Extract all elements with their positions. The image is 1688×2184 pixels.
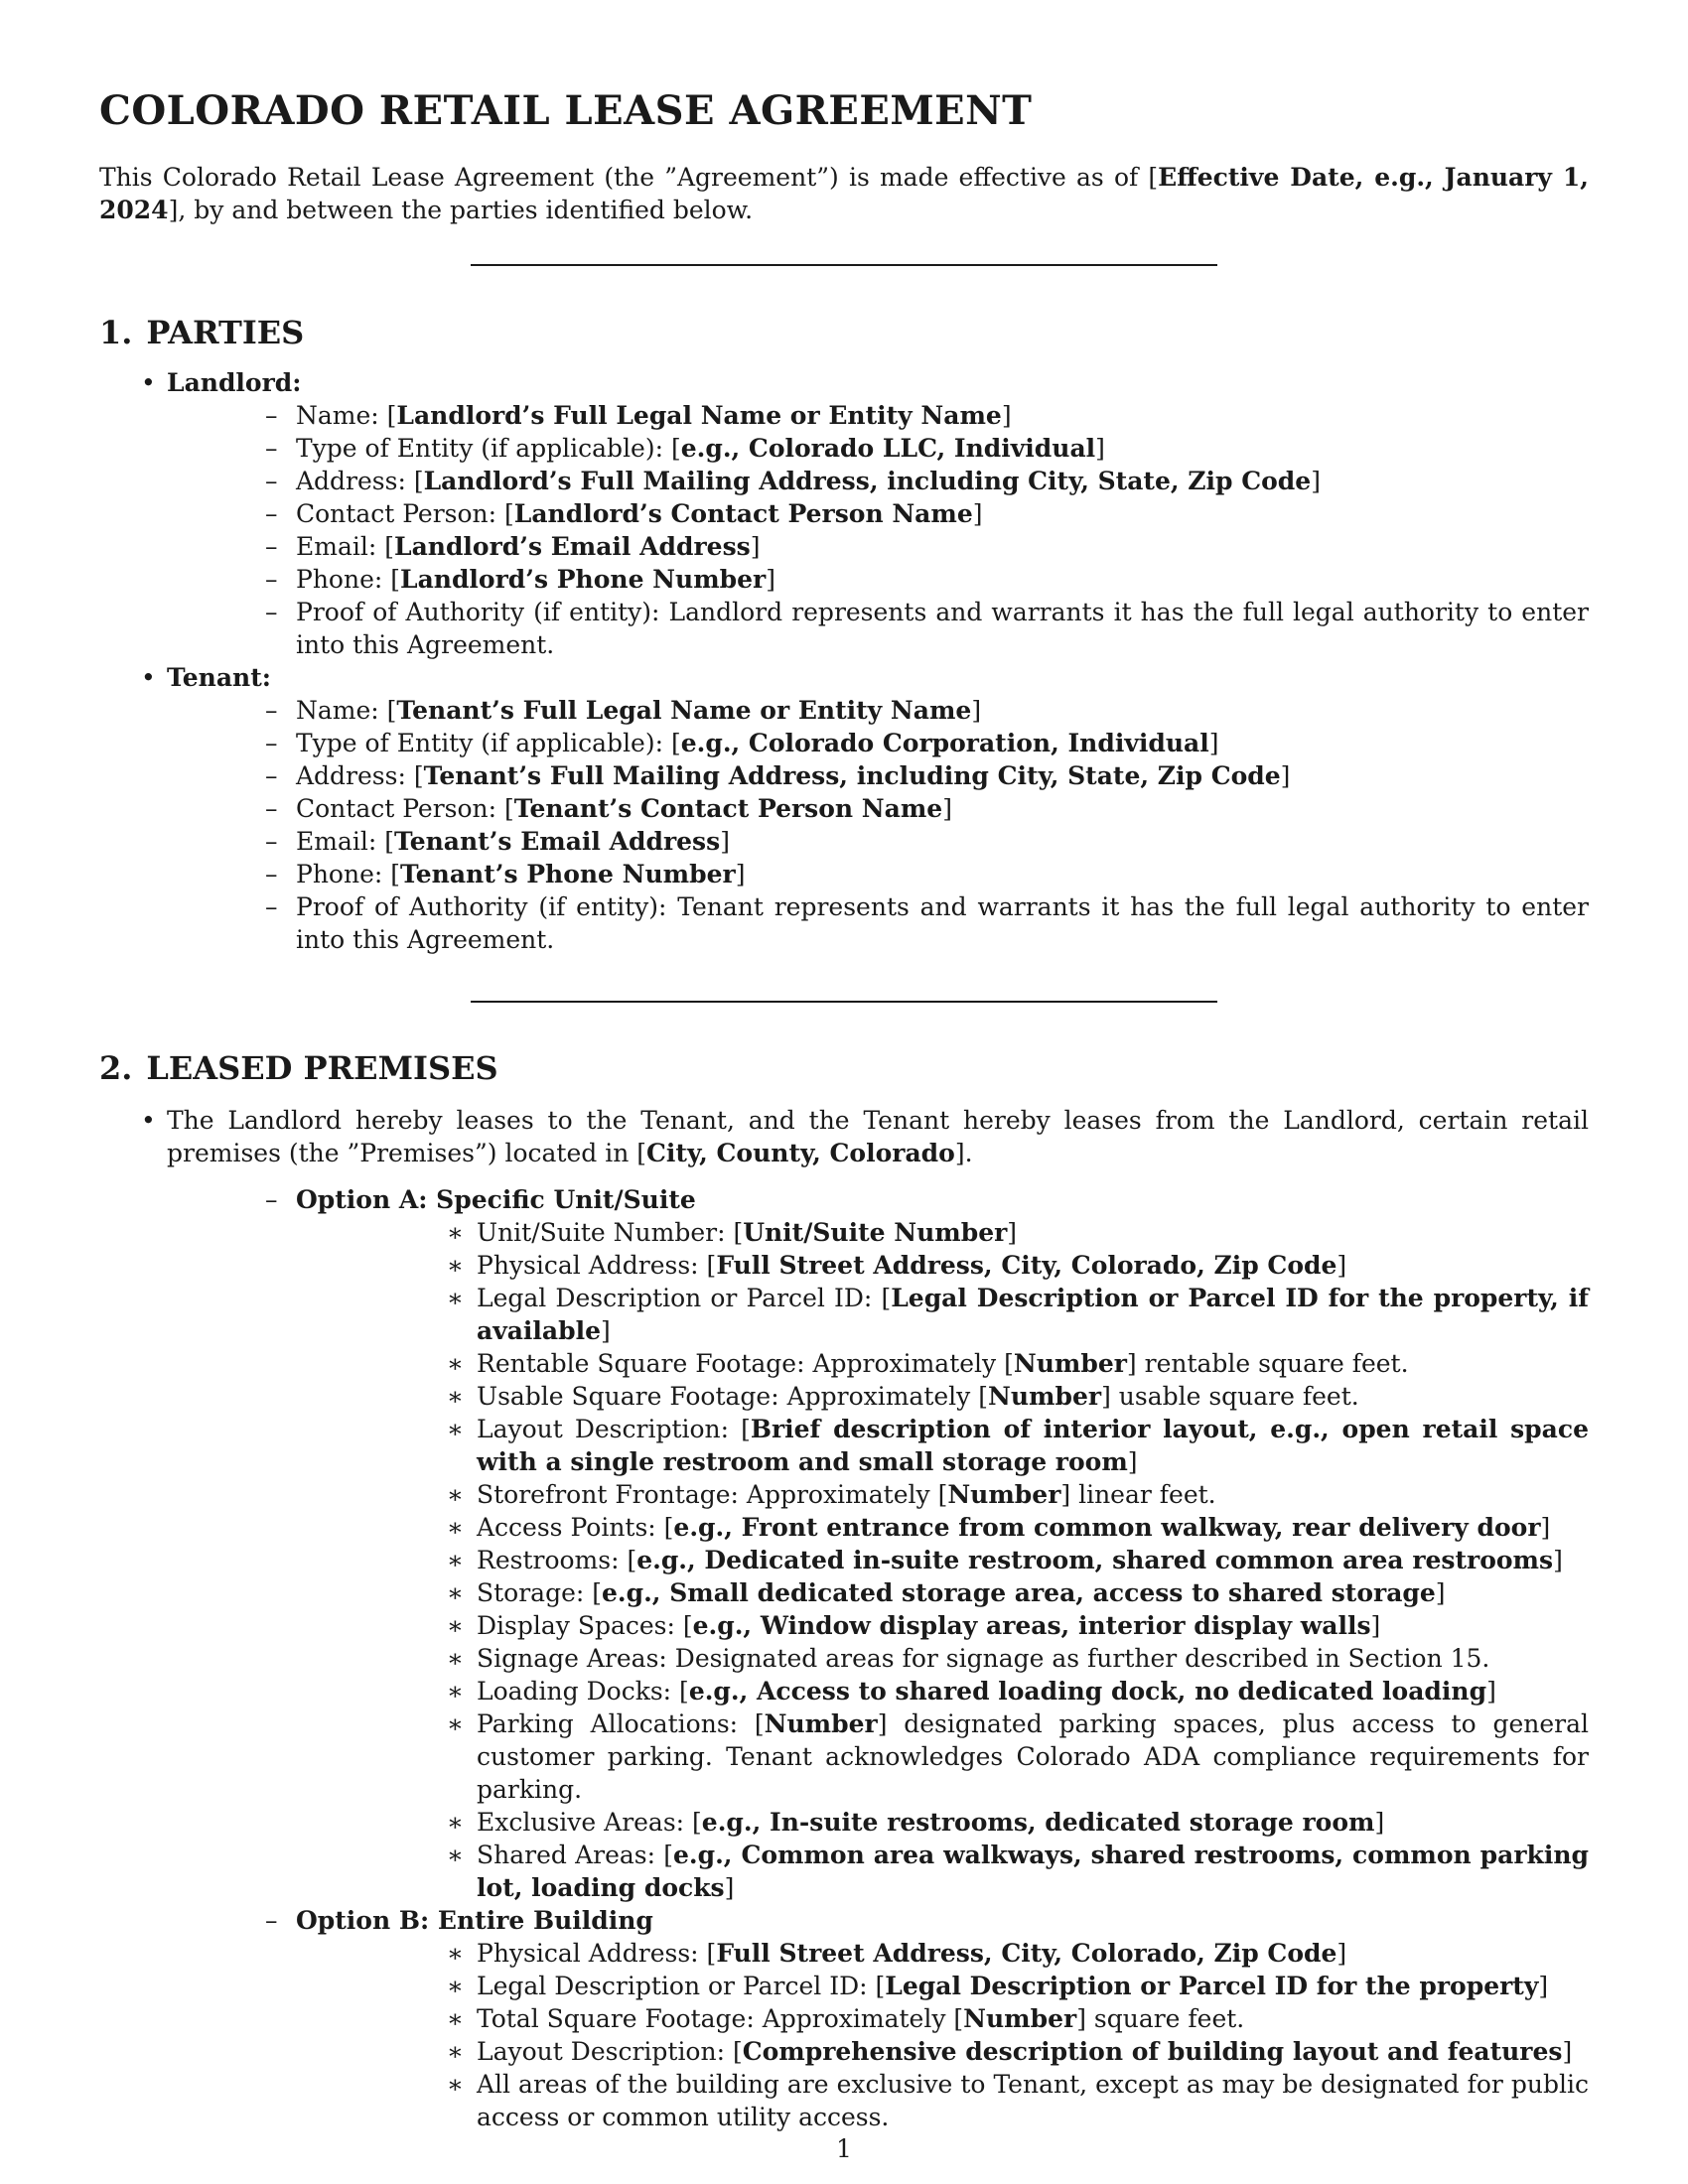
dash-icon: – bbox=[265, 696, 278, 725]
asterisk-icon: ∗ bbox=[447, 2004, 464, 2033]
bullet-icon: • bbox=[141, 663, 156, 692]
asterisk-icon: ∗ bbox=[447, 1841, 464, 1869]
dash-icon: – bbox=[265, 565, 278, 594]
asterisk-icon: ∗ bbox=[447, 1972, 464, 2000]
list-item: – Type of Entity (if applicable): [e.g., Colorado LLC, Individual] bbox=[265, 434, 1105, 463]
list-item: ∗ Parking Allocations: [Number] designated parking spaces, plus access to general customer parking. Tenant acknowledges Colorado ADA compliance requirements for parking. bbox=[447, 1709, 1589, 1804]
asterisk-icon: ∗ bbox=[447, 1939, 464, 1968]
asterisk-icon: ∗ bbox=[447, 1284, 464, 1312]
list-item: ∗ Layout Description: [Brief description of interior layout, e.g., open retail space with a single restroom and small storage room] bbox=[447, 1415, 1589, 1476]
option-b-item: – Option B: Entire Building ∗ Physical Address: [Full Street Address, City, Colorado, Zip Code] ∗ Legal Description or Parcel ID: [Legal Description or Parcel ID for the property] ∗ Total Square Footage: Approximately [Number] square feet. ∗ Layout Description: [Comprehensive description of building layout and features] ∗ All areas of the building are exclusive to Tenant, except as may be designated for public access or common utility access. bbox=[265, 1906, 1589, 2131]
document-title: COLORADO RETAIL LEASE AGREEMENT bbox=[99, 87, 1033, 134]
dash-icon: – bbox=[265, 794, 278, 823]
list-item: – Email: [Landlord’s Email Address] bbox=[265, 532, 761, 561]
asterisk-icon: ∗ bbox=[447, 2070, 464, 2099]
bullet-icon: • bbox=[141, 1106, 156, 1135]
list-item: ∗ Signage Areas: Designated areas for signage as further described in Section 15. bbox=[447, 1644, 1490, 1673]
list-item: ∗ Total Square Footage: Approximately [Number] square feet. bbox=[447, 2004, 1245, 2033]
dash-icon: – bbox=[265, 434, 278, 463]
list-item: ∗ Legal Description or Parcel ID: [Legal Description or Parcel ID for the property] bbox=[447, 1972, 1549, 2000]
asterisk-icon: ∗ bbox=[447, 2037, 464, 2066]
list-item: ∗ Shared Areas: [e.g., Common area walkways, shared restrooms, common parking lot, loading docks] bbox=[447, 1841, 1589, 1902]
list-item: – Phone: [Tenant’s Phone Number] bbox=[265, 860, 746, 888]
list-item: – Address: [Landlord’s Full Mailing Address, including City, State, Zip Code] bbox=[265, 467, 1321, 495]
list-item: – Proof of Authority (if entity): Tenant represents and warrants it has the full legal authority to enter into this Agreement. bbox=[265, 892, 1589, 954]
list-item: – Email: [Tenant’s Email Address] bbox=[265, 827, 730, 856]
page-number: 1 bbox=[836, 2134, 852, 2163]
list-item: ∗ All areas of the building are exclusive to Tenant, except as may be designated for public access or common utility access. bbox=[447, 2070, 1589, 2131]
dash-icon: – bbox=[265, 532, 278, 561]
list-item: – Phone: [Landlord’s Phone Number] bbox=[265, 565, 775, 594]
list-item: ∗ Unit/Suite Number: [Unit/Suite Number] bbox=[447, 1218, 1018, 1247]
asterisk-icon: ∗ bbox=[447, 1513, 464, 1542]
asterisk-icon: ∗ bbox=[447, 1415, 464, 1443]
list-item: ∗ Physical Address: [Full Street Address, City, Colorado, Zip Code] bbox=[447, 1939, 1347, 1968]
landlord-item: • Landlord: – Name: [Landlord’s Full Legal Name or Entity Name] – Type of Entity (if applicable): [e.g., Colorado LLC, Individual] – Address: [Landlord’s Full Mailing Address, including City, State, Zip Code] – Contact Person: [Landlord’s Contact Person Name] – Email: [Landlord’s Email Address] – Phone: [Landlord’s Phone Number] – Proof of Authority (if entity): Landlord represents and warrants it has the full legal authority to enter into this Agreement. bbox=[141, 368, 1589, 659]
asterisk-icon: ∗ bbox=[447, 1709, 464, 1738]
section-heading-leased-premises: 2. LEASED PREMISES bbox=[99, 1049, 498, 1087]
premises-list bbox=[99, 1104, 1589, 2133]
list-item: ∗ Access Points: [e.g., Front entrance from common walkway, rear delivery door] bbox=[447, 1513, 1551, 1542]
asterisk-icon: ∗ bbox=[447, 1578, 464, 1607]
list-item: – Proof of Authority (if entity): Landlord represents and warrants it has the full legal authority to enter into this Agreement. bbox=[265, 598, 1589, 659]
dash-icon: – bbox=[265, 892, 278, 921]
option-a-item: – Option A: Specific Unit/Suite ∗ Unit/Suite Number: [Unit/Suite Number] ∗ Physical Address: [Full Street Address, City, Colorado, Zip Code] ∗ Legal Description or Parcel ID: [Legal Description or Parcel ID for the property, if available] ∗ Rentable Square Footage: Approximately [Number] rentable square feet. ∗ Usable Square Footage: Approximately [Number] usable square feet. ∗ Layout Description: [Brief description of interior layout, e.g., open retail space with a single restroom and small storage room] ∗ Storefront Frontage: Approximately [Number] linear feet. ∗ Access Points: [e.g., Front entrance from common walkway, rear delivery door] ∗ Restrooms: [e.g., Dedicated in-suite restroom, shared common area restrooms] ∗ Storage: [e.g., Small dedicated storage area, access to shared storage] ∗ Display Spaces: [e.g., Window display areas, interior display walls] ∗ Signage Areas: Designated areas for signage as further described in Section 15. ∗ Loading Docks: [e.g., Access to shared loading dock, no dedicated loading] ∗ Parking Allocations: [Number] designated parking spaces, plus access to general customer parking. Tenant acknowledges Colorado ADA compliance requirements for parking. ∗ Exclusive Areas: [e.g., In-suite restrooms, dedicated storage room] ∗ Shared Areas: [e.g., Common area walkways, shared restrooms, common parking lot, loading docks] bbox=[265, 1185, 1590, 1902]
bullet-icon: • bbox=[141, 368, 156, 397]
asterisk-icon: ∗ bbox=[447, 1480, 464, 1509]
list-item: ∗ Legal Description or Parcel ID: [Legal Description or Parcel ID for the property, if available] bbox=[447, 1284, 1590, 1345]
asterisk-icon: ∗ bbox=[447, 1218, 464, 1247]
effective-date-placeholder: Effective Date, e.g., January 1, 2024 bbox=[99, 163, 1589, 224]
dash-icon: – bbox=[265, 827, 278, 856]
tenant-item: • Tenant: – Name: [Tenant’s Full Legal Name or Entity Name] – Type of Entity (if applicable): [e.g., Colorado Corporation, Individual] – Address: [Tenant’s Full Mailing Address, including City, State, Zip Code] – Contact Person: [Tenant’s Contact Person Name] – Email: [Tenant’s Email Address] – Phone: [Tenant’s Phone Number] – Proof of Authority (if entity): Tenant represents and warrants it has the full legal authority to enter into this Agreement. bbox=[141, 663, 1589, 954]
asterisk-icon: ∗ bbox=[447, 1382, 464, 1411]
parties-list bbox=[99, 366, 1589, 956]
dash-icon: – bbox=[265, 401, 278, 430]
asterisk-icon: ∗ bbox=[447, 1251, 464, 1280]
list-item: ∗ Loading Docks: [e.g., Access to shared loading dock, no dedicated loading] bbox=[447, 1677, 1496, 1706]
section-divider bbox=[471, 264, 1217, 266]
asterisk-icon: ∗ bbox=[447, 1644, 464, 1673]
list-item: ∗ Layout Description: [Comprehensive description of building layout and features] bbox=[447, 2037, 1573, 2066]
list-item: ∗ Storage: [e.g., Small dedicated storage area, access to shared storage] bbox=[447, 1578, 1446, 1607]
list-item: – Contact Person: [Landlord’s Contact Person Name] bbox=[265, 499, 983, 528]
section-heading-parties: 1. PARTIES bbox=[99, 314, 305, 351]
asterisk-icon: ∗ bbox=[447, 1546, 464, 1574]
premises-item: • The Landlord hereby leases to the Tenant, and the Tenant hereby leases from the Landlord, certain retail premises (the ”Premises”) located in [City, County, Colorado]. – Option A: Specific Unit/Suite ∗ Unit/Suite Number: [Unit/Suite Number] ∗ Physical Address: [Full Street Address, City, Colorado, Zip Code] ∗ Legal Description or Parcel ID: [Legal Description or Parcel ID for the property, if available] ∗ Rentable Square Footage: Approximately [Number] rentable square feet. ∗ Usable Square Footage: Approximately [Number] usable square feet. ∗ Layout Description: [Brief description of interior layout, e.g., open retail space with a single restroom and small storage room] ∗ Storefront Frontage: Approximately [Number] linear feet. ∗ Access Points: [e.g., Front entrance from common walkway, rear delivery door] ∗ Restrooms: [e.g., Dedicated in-suite restroom, shared common area restrooms] ∗ Storage: [e.g., Small dedicated storage area, access to shared storage] ∗ Display Spaces: [e.g., Window display areas, interior display walls] ∗ Signage Areas: Designated areas for signage as further described in Section 15. ∗ Loading Docks: [e.g., Access to shared loading dock, no dedicated loading] ∗ Parking Allocations: [Number] designated parking spaces, plus access to general customer parking. Tenant acknowledges Colorado ADA compliance requirements for parking. ∗ Exclusive Areas: [e.g., In-suite restrooms, dedicated storage room] ∗ Shared Areas: [e.g., Common area walkways, shared restrooms, common parking lot, loading docks] – Option B: Entire Building ∗ Physical Address: [Full Street Address, City, Colorado, Zip Code] ∗ Legal Description or Parcel ID: [Legal Description or Parcel ID for the property] ∗ Total Square Footage: Approximately [Number] square feet. ∗ Layout Description: [Comprehensive description of building layout and features] ∗ All areas of the building are exclusive to Tenant, except as may be designated for public access or common utility access. bbox=[141, 1106, 1590, 2131]
dash-icon: – bbox=[265, 860, 278, 888]
dash-icon: – bbox=[265, 467, 278, 495]
dash-icon: – bbox=[265, 598, 278, 626]
list-item: ∗ Rentable Square Footage: Approximately [Number] rentable square feet. bbox=[447, 1349, 1409, 1378]
list-item: – Type of Entity (if applicable): [e.g., Colorado Corporation, Individual] bbox=[265, 729, 1219, 757]
asterisk-icon: ∗ bbox=[447, 1349, 464, 1378]
list-item: ∗ Storefront Frontage: Approximately [Number] linear feet. bbox=[447, 1480, 1216, 1509]
asterisk-icon: ∗ bbox=[447, 1808, 464, 1837]
asterisk-icon: ∗ bbox=[447, 1677, 464, 1706]
dash-icon: – bbox=[265, 499, 278, 528]
list-item: ∗ Usable Square Footage: Approximately [Number] usable square feet. bbox=[447, 1382, 1359, 1411]
list-item: ∗ Restrooms: [e.g., Dedicated in-suite restroom, shared common area restrooms] bbox=[447, 1546, 1563, 1574]
list-item: – Contact Person: [Tenant’s Contact Person Name] bbox=[265, 794, 952, 823]
intro-paragraph: This Colorado Retail Lease Agreement (the ”Agreement”) is made effective as of [Effective Date, e.g., January 1, 2024], by and between the parties identified below. bbox=[99, 163, 1589, 224]
dash-icon: – bbox=[265, 761, 278, 790]
section-divider bbox=[471, 1001, 1217, 1003]
list-item: ∗ Exclusive Areas: [e.g., In-suite restrooms, dedicated storage room] bbox=[447, 1808, 1385, 1837]
list-item: – Address: [Tenant’s Full Mailing Address, including City, State, Zip Code] bbox=[265, 761, 1291, 790]
asterisk-icon: ∗ bbox=[447, 1611, 464, 1640]
list-item: – Name: [Landlord’s Full Legal Name or Entity Name] bbox=[265, 401, 1012, 430]
dash-icon: – bbox=[265, 729, 278, 757]
list-item: ∗ Physical Address: [Full Street Address, City, Colorado, Zip Code] bbox=[447, 1251, 1347, 1280]
dash-icon: – bbox=[265, 1185, 278, 1214]
list-item: – Name: [Tenant’s Full Legal Name or Entity Name] bbox=[265, 696, 982, 725]
list-item: ∗ Display Spaces: [e.g., Window display areas, interior display walls] bbox=[447, 1611, 1381, 1640]
dash-icon: – bbox=[265, 1906, 278, 1935]
